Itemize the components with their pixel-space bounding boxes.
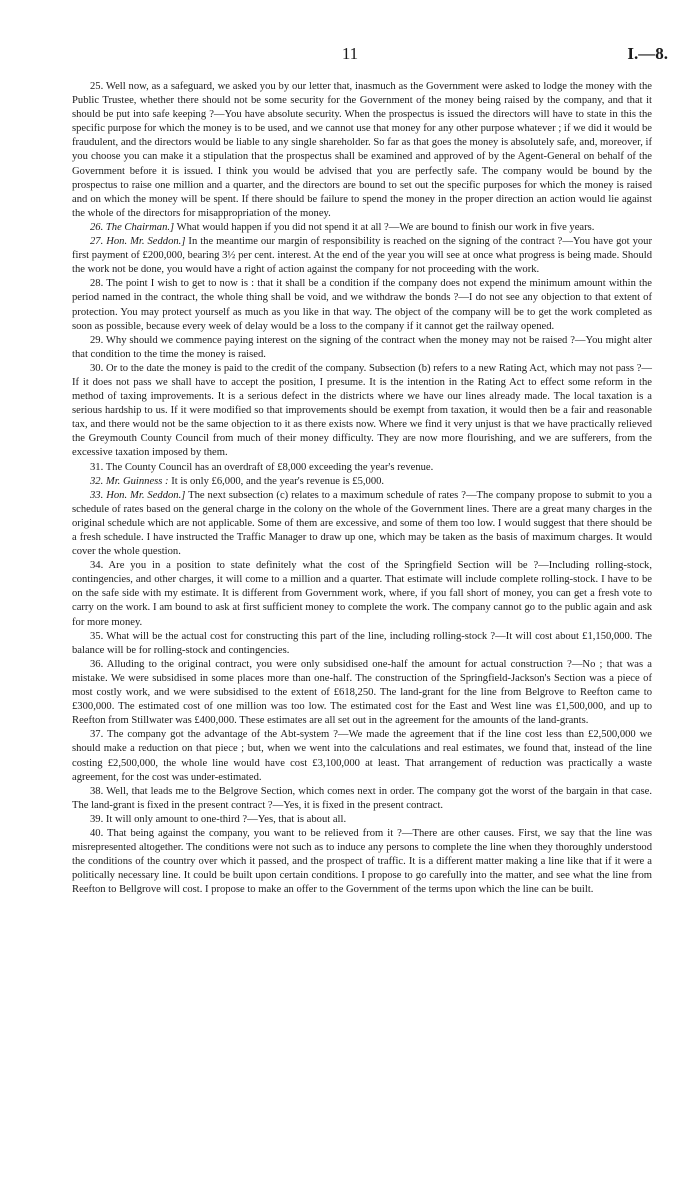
page-number: 11 (341, 44, 359, 63)
paragraph (72, 559, 652, 629)
paragraph (72, 827, 652, 897)
paragraph (72, 813, 652, 827)
paragraph-text: 35. What will be the actual cost for constructing this part of the line, including rolling-stock ?—It will cost about £1,150,000. The balance will be for rolling-stock and contingencies. (72, 630, 652, 656)
series-reference: I.—8. (627, 44, 668, 63)
paragraph (72, 630, 652, 658)
paragraph (72, 489, 652, 559)
paragraph-text: 37. The company got the advantage of the Abt-system ?—We made the agreement that if the line cost less than £2,500,000 we should make a reduction on that piece ; but, when we went into the calculations and real estimates, we found that, instead of the line costing £2,500,000, the whole line would have cost £3,100,000 at least. That arrangement of reduction was practically a waste agreement, for the cost was under-estimated. (72, 729, 652, 783)
paragraph (72, 277, 652, 333)
paragraph-text: 25. Well now, as a safeguard, we asked you by our letter that, inasmuch as the Government were asked to lodge the money with the Public Trustee, whether there should not be some security for the Government of the money being raised by the company, and that it should be put into safe keeping ?—You have absolute security. When the prospectus is issued the directors will have to state in this the specific purpose for which the money is to be used, and we cannot use that money for any other purpose whatever ; if we did it would be fraudulent, and the directors would be liable to any single shareholder. So far as that goes the money is absolutely safe, and, moreover, if you choose you can make it a stipulation that the prospectus shall be examined and approved of by the Agent-General on behalf of the Government before it is issued. I think you would be advised that you are perfectly safe. The company would be bound by the prospectus to raise one million and a quarter, and the directors are bound to set out the specific purposes for which the money is raised and on which the money will be spent. If there should be failure to spend the money in the proper direction an action would lie against the whole of the directors for misappropriation of the money. (72, 81, 652, 219)
paragraph-text: 31. The County Council has an overdraft of £8,000 exceeding the year's revenue. (90, 461, 434, 473)
paragraph (72, 785, 652, 813)
paragraph (72, 362, 652, 461)
paragraph (72, 221, 652, 235)
paragraph-text: What would happen if you did not spend it at all ?—We are bound to finish our work in five years. (174, 221, 595, 233)
paragraph-text: It is only £6,000, and the year's revenue is £5,000. (168, 475, 385, 487)
paragraph-text: 34. Are you in a position to state definitely what the cost of the Springfield Section will be ?—Including rolling-stock, contingencies, and other charges, it will come to a million and a quarter. That estimate will include complete rolling-stock. I have to be on the safe side with my estimate. It is different from Government work, where, if you fall short of money, you can get a fresh vote to carry on the work. I am bound to ask at first sufficient money to complete the work. The company cannot go to the public again and ask for more money. (72, 560, 652, 628)
paragraph-text: 29. Why should we commence paying interest on the signing of the contract when the money may not be raised ?—You might alter that condition to the time the money is raised. (72, 334, 652, 360)
paragraph-text: In the meantime our margin of responsibility is reached on the signing of the contract ?—You have got your first payment of £200,000, bearing 3½ per cent. interest. At the end of the year you will see at once what progress is being made. Should the work not be done, you would have a right of action against the company for not proceeding with the work. (72, 236, 652, 276)
speaker-label: 27. Hon. Mr. Seddon.] (90, 236, 186, 248)
paragraph-text: 28. The point I wish to get to now is : that it shall be a condition if the company does not expend the minimum amount within the period named in the contract, the whole thing shall be void, and we withdraw the bonds ?—I do not see any objection to that extent of protection. You may protect yourself as much as you like in that way. The object of the company will be to get the work completed as soon as possible, because every week of delay would be a loss to the company if it cannot get the railway opened. (72, 278, 652, 332)
paragraph (72, 334, 652, 362)
paragraph (72, 728, 652, 784)
paragraph (72, 475, 652, 489)
speaker-label: 33. Hon. Mr. Seddon.] (90, 489, 186, 501)
page-header (0, 44, 700, 68)
paragraph (72, 80, 652, 221)
speaker-label: 26. The Chairman.] (90, 221, 175, 233)
paragraph-text: The next subsection (c) relates to a maximum schedule of rates ?—The company propose to submit to you a schedule of rates based on the general charge in the colony on the whole of the Government lines. There are a great many charges in the original schedule which are not applicable. Some of them are excessive, and some of them too low. I would suggest that there should be a fresh schedule. I have instructed the Traffic Manager to draw up one, which may be taken as the basis of maximum charges. It would cover the whole question. (72, 489, 652, 558)
paragraph-text: 40. That being against the company, you want to be relieved from it ?—There are other causes. First, we say that the line was misrepresented altogether. The conditions were not such as to induce any persons to complete the line when they thoroughly understood the conditions of the country over which it passed, and the prospect of traffic. It is a different matter making a line like that if it were a politically necessary line. It could be built upon certain conditions. I propose to go carefully into the matter, and see what the line from Reefton to Bellgrove will cost. I propose to make an offer to the Government of the terms upon which the line can be built. (72, 827, 652, 896)
paragraph-text: 30. Or to the date the money is paid to the credit of the company. Subsection (b) refers to a new Rating Act, which may not pass ?—If it does not pass we shall have to accept the position, I presume. It is the intention in the Rating Act to effect some reform in the method of taxing improvements. It is a serious defect in the districts where we have our lines already made. The local taxation is a serious hardship to us. If it were modified so that improvements should be exempt from taxation, it would then be a fair and reasonable tax, and there would not be the same objection to it as there exists now. Where we find it very unjust is that we have practically relieved the Greymouth County Council from much of their money difficulty. They are now more flourishing, and we are sufferers, from the excessive taxation imposed by them. (72, 362, 652, 459)
paragraph-text: 36. Alluding to the original contract, you were only subsidised one-half the amount for actual construction ?—No ; that was a mistake. We were subsidised in some places more than one-half. The construction of the Springfield-Jackson's Section was a piece of most costly work, and we were subsidised to the extent of £618,250. The land-grant for the line from Belgrove to Reefton came to £300,000. The estimated cost of one million was too low. The estimated cost for the East and West line was £1,500,000, and up to Reefton from Stillwater was £400,000. These estimates are all set out in the agreement for the amounts of the land-grants. (72, 658, 652, 727)
paragraph-text: 39. It will only amount to one-third ?—Yes, that is about all. (90, 813, 347, 825)
paragraph (72, 235, 652, 277)
paragraph-text: 38. Well, that leads me to the Belgrove Section, which comes next in order. The company got the worst of the bargain in that case. The land-grant is fixed in the present contract ?—Yes, it is fixed in the present contract. (72, 785, 652, 811)
document-body (72, 80, 652, 897)
paragraph (72, 658, 652, 728)
speaker-label: 32. Mr. Guinness : (90, 475, 169, 487)
paragraph (72, 461, 652, 475)
